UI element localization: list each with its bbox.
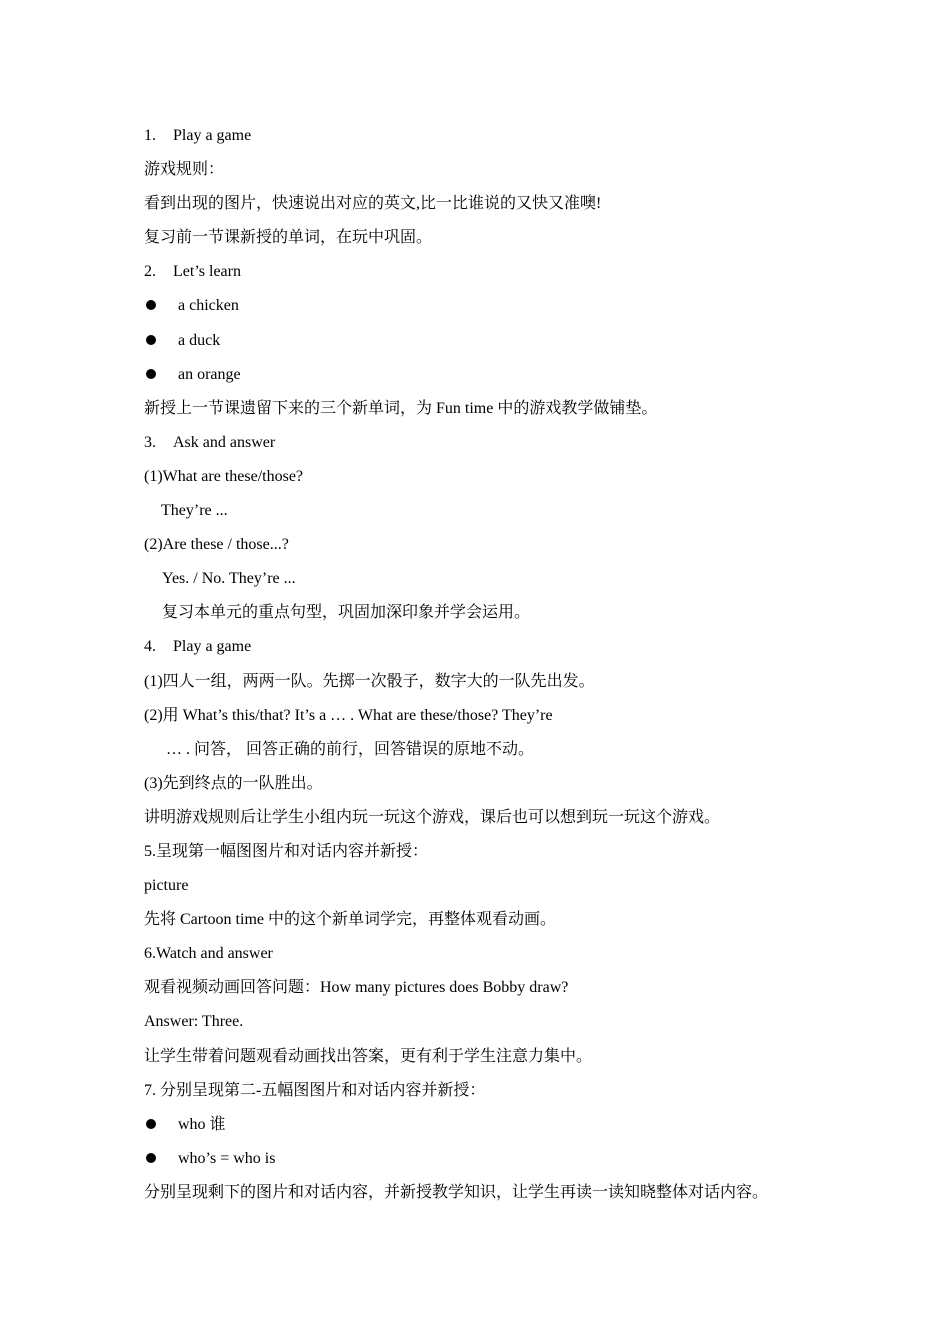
heading-text: Play a game <box>173 127 252 144</box>
heading-text: Let’s learn <box>173 263 241 281</box>
paragraph-line: 分别呈现剩下的图片和对话内容，并新授教学知识，让学生再读一读知晓整体对话内容。 <box>144 1183 769 1201</box>
bullet-text: who 谁 <box>178 1115 226 1133</box>
paragraph-line: 先将 Cartoon time 中的这个新单词学完，再整体观看动画。 <box>144 911 556 929</box>
paragraph-line: (1)四人一组，两两一队。先掷一次骰子，数字大的一队先出发。 <box>144 672 595 690</box>
paragraph-line: 观看视频动画回答问题：How many pictures does Bobby draw? <box>144 979 569 997</box>
numbered-heading <box>144 635 824 669</box>
paragraph-line: 看到出现的图片，快速说出对应的英文,比一比谁说的又快又准噢! <box>144 195 602 213</box>
bullet-text: a duck <box>178 331 221 349</box>
paragraph-line: Yes. / No. They’re ... <box>162 570 296 588</box>
bullet-text: an orange <box>178 365 241 383</box>
paragraph-line: 游戏规则： <box>144 161 225 179</box>
numbered-heading <box>144 431 824 465</box>
document-body <box>144 124 824 1215</box>
paragraph-line: 新授上一节课遗留下来的三个新单词，为 Fun time 中的游戏教学做铺垫。 <box>144 399 658 417</box>
paragraph-line: They’re ... <box>161 502 228 520</box>
paragraph-line: 5.呈现第一幅图图片和对话内容并新授： <box>144 842 429 860</box>
bullet-item <box>144 1147 824 1181</box>
bullet-text: who’s = who is <box>178 1149 276 1167</box>
paragraph-line: (3)先到终点的一队胜出。 <box>144 774 323 792</box>
paragraph-line: Answer: Three. <box>144 1013 244 1031</box>
paragraph-line: (2)Are these / those...? <box>144 536 289 554</box>
numbered-heading <box>144 260 824 294</box>
numbered-heading <box>144 124 824 158</box>
paragraph-line: 让学生带着问题观看动画找出答案，更有利于学生注意力集中。 <box>144 1047 593 1065</box>
paragraph-line: (1)What are these/those? <box>144 467 304 485</box>
paragraph-line: picture <box>144 877 189 895</box>
list-number: 3. <box>144 433 156 451</box>
paragraph-line: … . 问答， 回答正确的前行，回答错误的原地不动。 <box>166 740 535 758</box>
paragraph-line: (2)用 What’s this/that? It’s a … . What are these/those? They’re <box>144 706 553 724</box>
bullet-item <box>144 329 824 363</box>
bullet-item <box>144 1113 824 1147</box>
paragraph-line: 6.Watch and answer <box>144 945 273 963</box>
list-number: 2. <box>144 263 156 281</box>
bullet-text: a chicken <box>178 297 239 315</box>
list-number: 1. <box>144 127 156 144</box>
paragraph-line: 复习本单元的重点句型，巩固加深印象并学会运用。 <box>162 604 531 622</box>
list-number: 4. <box>144 638 156 656</box>
paragraph-line: 复习前一节课新授的单词，在玩中巩固。 <box>144 229 433 247</box>
bullet-item <box>144 294 824 328</box>
heading-text: Ask and answer <box>173 433 276 451</box>
paragraph-line: 7. 分别呈现第二-五幅图图片和对话内容并新授： <box>144 1081 486 1099</box>
heading-text: Play a game <box>173 638 252 656</box>
bullet-item <box>144 363 824 397</box>
paragraph-line: 讲明游戏规则后让学生小组内玩一玩这个游戏，课后也可以想到玩一玩这个游戏。 <box>144 808 721 826</box>
